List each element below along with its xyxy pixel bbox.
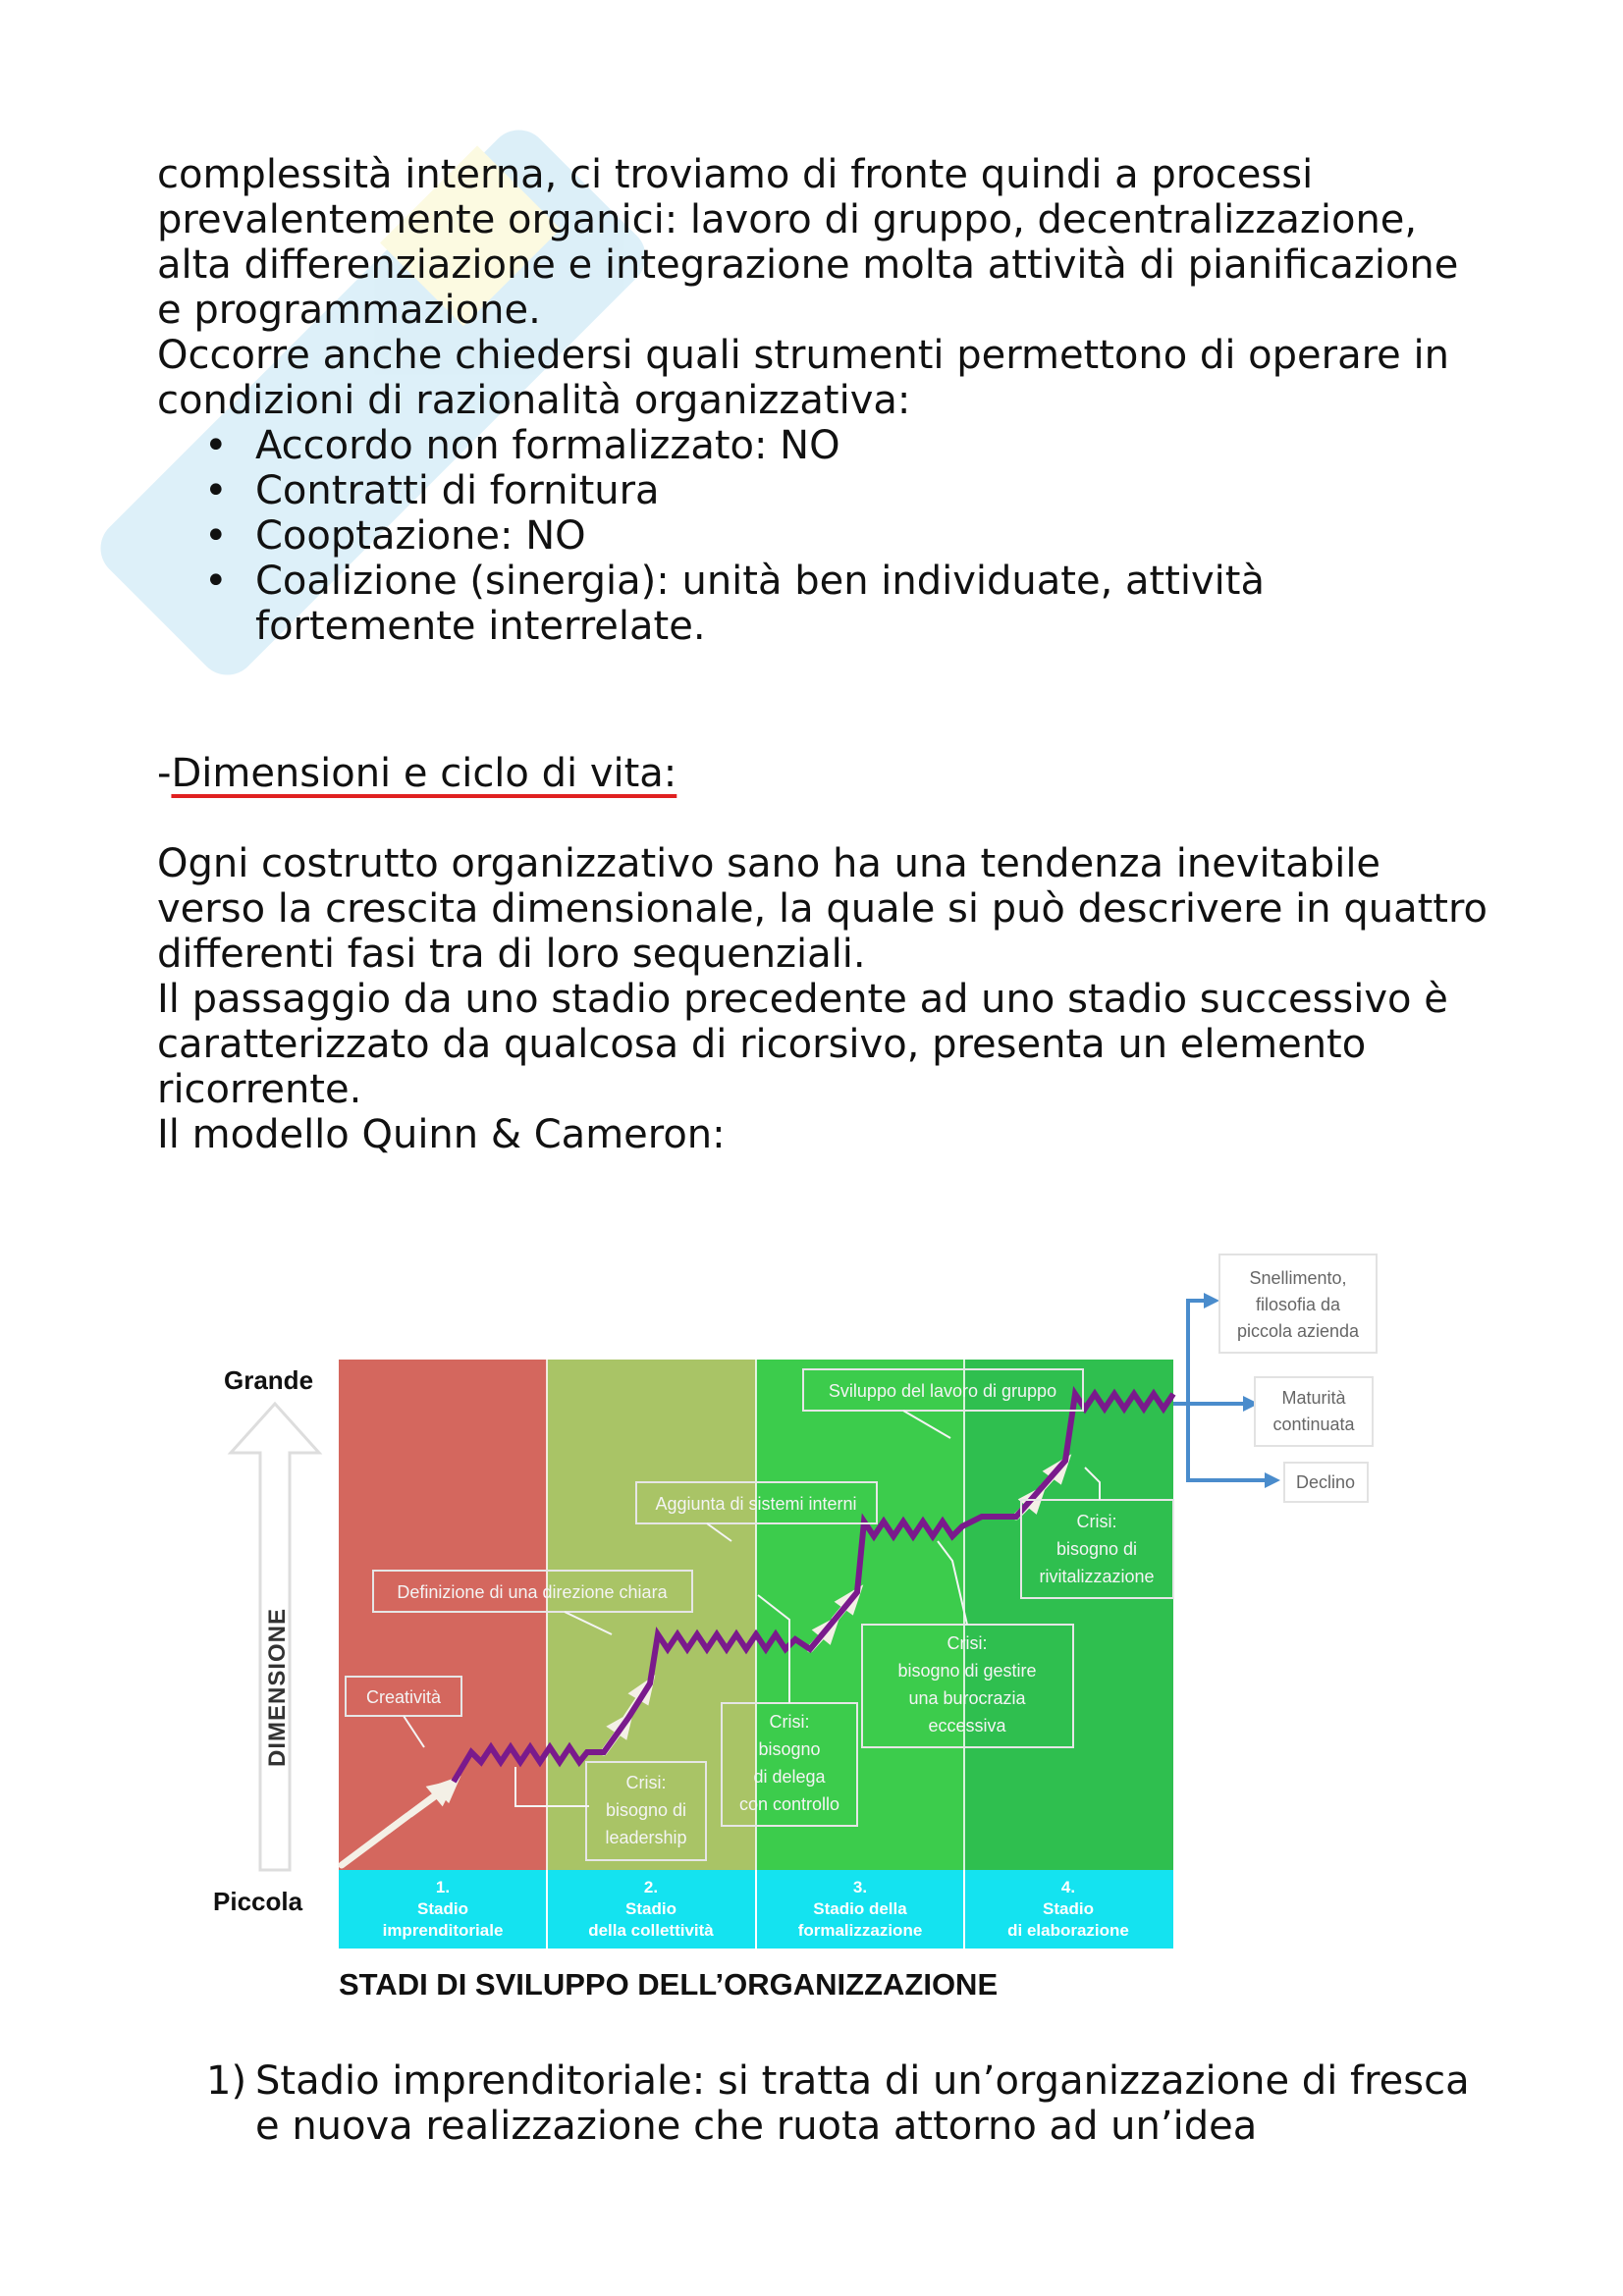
y-label-top: Grande xyxy=(224,1365,314,1395)
crisi2-line2: bisogno xyxy=(758,1739,821,1759)
stage-2-num: 2. xyxy=(643,1878,659,1896)
list-item: • Cooptazione: NO xyxy=(157,513,1492,559)
stages-diagram xyxy=(196,1247,1404,2012)
crisi4-line2: bisogno di xyxy=(1055,1539,1138,1559)
paragraph-2: Occorre anche chiedersi quali strumenti permettono di operare in condizioni di razionalità organizzativa: xyxy=(157,333,1449,423)
stage-4-line2: di elaborazione xyxy=(1007,1921,1129,1940)
stages-diagram-svg xyxy=(196,1247,1404,2012)
numbered-list xyxy=(157,2058,1492,2149)
outcome-declino: Declino xyxy=(1295,1472,1356,1492)
heading-prefix: - xyxy=(157,751,172,796)
text-block-middle xyxy=(157,841,1492,1157)
crisi1-line3: leadership xyxy=(605,1828,687,1847)
figure-title: STADI DI SVILUPPO DELL’ORGANIZZAZIONE xyxy=(339,1967,999,2002)
stage-3-num: 3. xyxy=(852,1878,868,1896)
paragraph-5: Il modello Quinn & Cameron: xyxy=(157,1112,726,1157)
y-label-bottom: Piccola xyxy=(213,1887,303,1916)
label-direzione: Definizione di una direzione chiara xyxy=(397,1582,668,1602)
stage-2-line1: Stadio xyxy=(625,1899,676,1918)
label-sistemi: Aggiunta di sistemi interni xyxy=(655,1494,857,1514)
crisi2-line1: Crisi: xyxy=(769,1712,810,1732)
paragraph-1: complessità interna, ci troviamo di fronte quindi a processi prevalentemente organici: lavoro di gruppo, decentralizzazione, alta differenziazione e integrazione molta attività di pianificazione e programmazione. xyxy=(157,152,1459,333)
label-creativita: Creatività xyxy=(365,1687,442,1707)
list-item: • Coalizione (sinergia): unità ben individuate, attività fortemente interrelate. xyxy=(157,559,1492,649)
crisi1-line1: Crisi: xyxy=(625,1773,667,1792)
list-number: 1) xyxy=(206,2058,247,2104)
bullet-list xyxy=(157,423,1492,649)
outcome-snellimento-3: piccola azienda xyxy=(1236,1321,1360,1341)
stage-3-line2: formalizzazione xyxy=(797,1921,923,1940)
text-block-bottom xyxy=(157,2058,1492,2149)
list-item xyxy=(157,2058,1492,2149)
crisi3-line2: bisogno di gestire xyxy=(897,1661,1037,1681)
list-text: Stadio imprenditoriale: si tratta di un’organizzazione di fresca e nuova realizzazione che ruota attorno ad un’idea xyxy=(255,2058,1470,2149)
text-block-top xyxy=(157,152,1492,649)
list-item: • Contratti di fornitura xyxy=(157,468,1492,513)
outcome-snellimento-1: Snellimento, xyxy=(1249,1268,1347,1288)
crisi3-line3: una burocrazia xyxy=(908,1688,1026,1708)
crisi3-line4: eccessiva xyxy=(928,1716,1006,1735)
list-item: • Accordo non formalizzato: NO xyxy=(157,423,1492,468)
crisi2-line4: con controllo xyxy=(738,1794,840,1814)
stage-4-line1: Stadio xyxy=(1043,1899,1094,1918)
crisi4-line1: Crisi: xyxy=(1076,1512,1117,1531)
y-axis-title: DIMENSIONE xyxy=(264,1607,291,1767)
section-heading xyxy=(157,751,1492,796)
label-gruppo: Sviluppo del lavoro di gruppo xyxy=(828,1381,1057,1401)
paragraph-3: Ogni costrutto organizzativo sano ha una tendenza inevitabile verso la crescita dimensionale, la quale si può descrivere in quattro differenti fasi tra di loro sequenziali. xyxy=(157,841,1488,977)
crisi1-line2: bisogno di xyxy=(605,1800,687,1820)
heading-title: Dimensioni e ciclo di vita: xyxy=(171,751,677,796)
stage-3-line1: Stadio della xyxy=(813,1899,907,1918)
stage-bg-2 xyxy=(547,1360,756,1870)
outcome-snellimento-2: filosofia da xyxy=(1255,1295,1341,1314)
crisi2-line3: di delega xyxy=(753,1767,826,1787)
outcome-maturita-1: Maturità xyxy=(1281,1388,1346,1408)
stage-bg-3 xyxy=(756,1360,964,1870)
stage-1-num: 1. xyxy=(435,1878,451,1896)
crisi4-line3: rivitalizzazione xyxy=(1039,1567,1155,1586)
crisi3-line1: Crisi: xyxy=(947,1633,988,1653)
stage-1-line2: imprenditoriale xyxy=(382,1921,504,1940)
paragraph-4: Il passaggio da uno stadio precedente ad uno stadio successivo è caratterizzato da qualcosa di ricorsivo, presenta un elemento ricorrente. xyxy=(157,977,1448,1112)
stage-4-num: 4. xyxy=(1060,1878,1076,1896)
stage-1-line1: Stadio xyxy=(417,1899,468,1918)
stage-2-line2: della collettività xyxy=(588,1921,714,1940)
outcome-maturita-2: continuata xyxy=(1272,1415,1355,1434)
